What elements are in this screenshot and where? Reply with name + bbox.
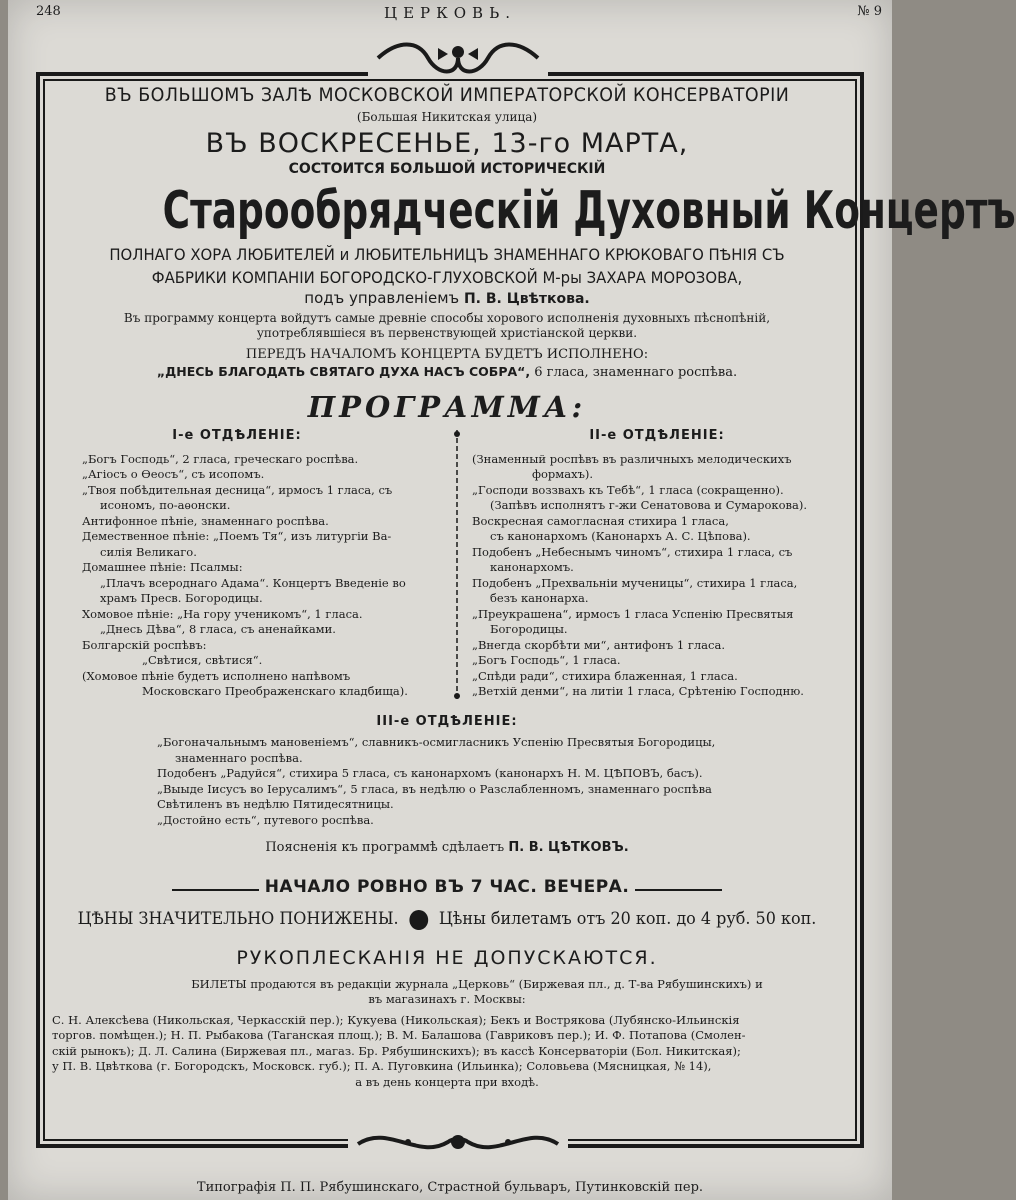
shop-line: а въ день концерта при входѣ. [355, 1074, 539, 1089]
program-item: Богородицы. [490, 622, 568, 636]
tickets-info [52, 977, 842, 1007]
ticket-shops-list [52, 1013, 842, 1091]
concert-title: Старообрядческій Духовный Концертъ [162, 181, 1016, 241]
start-time-wrap [52, 877, 842, 897]
concert-date: ВЪ ВОСКРЕСЕНЬЕ, 13-го МАРТА, [205, 128, 689, 159]
part-2 [472, 428, 842, 700]
program-item: безъ канонарха. [490, 591, 589, 605]
tickets-line-2: въ магазинахъ г. Москвы: [368, 991, 526, 1006]
program-item: „Твоя побѣдительная десница“, ирмосъ 1 гласа, съ [82, 482, 393, 497]
program-item: „Агіосъ о Ѳеосъ“, съ исопомъ. [82, 467, 265, 481]
program-item: съ канонархомъ (Канонархъ А. С. Цѣпова). [490, 529, 751, 543]
program-item: Свѣтиленъ въ недѣлю Пятидесятницы. [157, 797, 394, 811]
program-item: Демественное пѣніе: „Поемъ Тя“, изъ литургіи Ва- [82, 529, 392, 543]
program-item: „Богоначальнымъ мановеніемъ“, славникъ-осмигласникъ Успенію Пресвятыя Богородицы, [157, 735, 716, 749]
program-heading: ПРОГРАММА: [307, 390, 587, 424]
program-item: „Свѣтися, свѣтися“. [142, 653, 263, 667]
opening-hymn-line [52, 364, 842, 380]
program-item: знаменнаго роспѣва. [175, 750, 303, 765]
part-2-list [472, 452, 842, 700]
seal-icon [409, 910, 428, 930]
program-item: канонархомъ. [490, 560, 574, 574]
program-columns [52, 428, 842, 708]
program-item: Хомовое пѣніе: „На гору ученикомъ“, 1 гласа. [82, 606, 363, 621]
program-item: Подобенъ „Прехвальніи мученицы“, стихира 1 гласа, [472, 575, 798, 590]
bottom-ornament-icon [348, 1122, 568, 1162]
program-item: (Знаменный роспѣвъ въ различныхъ мелодическихъ [472, 451, 792, 466]
program-item: „Выыде Іисусъ во Іерусалимъ“, 5 гласа, въ недѣлю о Разслабленномъ, знаменнаго роспѣва [157, 781, 712, 796]
program-item: „Преукрашена“, ирмосъ 1 гласа Успенію Пресвятыя [472, 606, 794, 621]
shop-line: С. Н. Алексѣева (Никольская, Черкасскій пер.); Кукуева (Никольская); Бекъ и Вострякова (Лубянско-Ильинскія [52, 1012, 740, 1027]
no-applause-line: РУКОПЛЕСКАНІЯ НЕ ДОПУСКАЮТСЯ. [236, 946, 658, 969]
program-item: „Ветхій денми“, на литіи 1 гласа, Срѣтенію Господню. [472, 684, 804, 698]
program-item: силія Великаго. [100, 544, 197, 559]
program-item: Подобенъ „Радуйся“, стихира 5 гласа, съ канонархомъ (канонархъ Н. М. ЦѢПОВЪ, басъ). [157, 766, 703, 780]
program-item: формахъ). [532, 467, 594, 481]
program-item: Домашнее пѣніе: Псалмы: [82, 560, 243, 574]
shop-line: торгов. помѣщен.); Н. П. Рыбакова (Таганская площ.); В. М. Балашова (Гавриковъ пер.); И. Ф. Потапова (Смолен- [52, 1028, 746, 1042]
journal-title: ЦЕРКОВЬ. [384, 4, 516, 22]
shop-line: скій рынокъ); Д. Л. Салина (Биржевая пл., магаз. Бр. Рябушинскихъ); въ кассѣ Консерваторіи (Бол. Никитская); [52, 1043, 741, 1058]
part-1 [82, 428, 452, 700]
prices-line [76, 909, 819, 930]
description-line-1: Въ программу концерта войдутъ самые древніе способы хорового исполненія духовныхъ пѣснопѣній, употреблявшіеся [123, 311, 771, 340]
announcement-line: СОСТОИТСЯ БОЛЬШОЙ ИСТОРИЧЕСКІЙ [288, 161, 606, 177]
part-1-heading: I-е ОТДѢЛЕНІЕ: [172, 428, 302, 443]
conductor-prefix: подъ управленіемъ [304, 289, 460, 307]
part-3-list [157, 735, 842, 828]
program-item: Болгарскій роспѣвъ: [82, 637, 207, 652]
concert-advertisement [52, 84, 1016, 1090]
program-item: „Достойно есть“, путевого роспѣва. [157, 812, 374, 827]
program-item: „Господи воззвахъ къ Тебѣ“, 1 гласа (сокращенно). [472, 482, 784, 497]
journal-page [8, 0, 1016, 1200]
choir-line-1: ПОЛНАГО ХОРА ЛЮБИТЕЛЕЙ и ЛЮБИТЕЛЬНИЦЪ ЗНАМЕННАГО КРЮКОВАГО ПѢНІЯ СЪ [109, 245, 785, 264]
issue-number: № 9 [857, 4, 882, 19]
program-item: „Богъ Господь“, 1 гласа. [472, 653, 621, 667]
program-item: Воскресная самогласная стихира 1 гласа, [472, 513, 729, 528]
program-item: (Хомовое пѣніе будетъ исполнено напѣвомъ [82, 668, 351, 683]
prices-reduced: ЦѢНЫ ЗНАЧИТЕЛЬНО ПОНИЖЕНЫ. [77, 909, 399, 929]
opening-hymn-tail: 6 гласа, знаменнаго роспѣва. [534, 365, 738, 380]
part-3-heading: III-е ОТДѢЛЕНІЕ: [376, 714, 518, 729]
program-item: Московскаго Преображенскаго кладбища). [142, 684, 408, 698]
program-item: „Спѣди ради“, стихира блаженная, 1 гласа. [472, 668, 738, 683]
program-item: храмъ Пресв. Богородицы. [100, 591, 263, 605]
program-item: Подобенъ „Небеснымъ чиномъ“, стихира 1 гласа, съ [472, 544, 793, 559]
start-time: НАЧАЛО РОВНО ВЪ 7 ЧАС. ВЕЧЕРА. [259, 877, 636, 897]
program-item: „Богъ Господь“, 2 гласа, греческаго роспѣва. [82, 451, 359, 466]
running-head [8, 4, 892, 28]
choir-line-2: ФАБРИКИ КОМПАНІИ БОГОРОДСКО-ГЛУХОВСКОЙ М-ры ЗАХАРА МОРОЗОВА, [151, 268, 743, 287]
ticket-prices: Цѣны билетамъ отъ 20 коп. до 4 руб. 50 коп. [438, 909, 817, 929]
program-item: „Плачъ всероднаго Адама“. Концертъ Введеніе во [100, 575, 406, 590]
conductor-name: П. В. Цвѣткова. [463, 291, 590, 307]
printer-footer: Типографія П. П. Рябушинскаго, Страстной бульваръ, Путинковскій пер. [196, 1180, 704, 1195]
description-line-2: въ первенствующей христіанской церкви. [369, 326, 638, 340]
program-item: исономъ, по-аѳонски. [100, 498, 231, 512]
column-divider-ornament-icon [450, 430, 464, 700]
explanation-line [52, 840, 842, 855]
program-item: „Днесь Дѣва“, 8 гласа, съ аненайками. [100, 622, 336, 636]
venue-line: ВЪ БОЛЬШОМЪ ЗАЛѢ МОСКОВСКОЙ ИМПЕРАТОРСКОЙ КОНСЕРВАТОРІИ [104, 84, 790, 106]
shop-line: у П. В. Цвѣткова (г. Богородскъ, Московск. губ.); П. А. Пуговкина (Ильинка); Соловьева (Мясницкая, № 14), [52, 1059, 712, 1073]
street-line: (Большая Никитская улица) [356, 110, 538, 124]
explanation-text: Поясненія къ программѣ сдѣлаетъ [265, 840, 505, 855]
before-start-line: ПЕРЕДЪ НАЧАЛОМЪ КОНЦЕРТА БУДЕТЪ ИСПОЛНЕНО: [245, 347, 649, 362]
top-ornament-icon [368, 40, 548, 76]
page-number: 248 [36, 4, 61, 19]
program-description [70, 311, 824, 341]
explainer-name: П. В. ЦѢТКОВЪ. [508, 840, 629, 855]
part-1-list [82, 452, 452, 700]
part-2-heading: II-е ОТДѢЛЕНІЕ: [589, 428, 725, 443]
program-item: (Запѣвъ исполнятъ г-жи Сенатовова и Сумарокова). [490, 498, 807, 512]
conductor-line [52, 289, 842, 307]
start-time-banner [52, 877, 842, 903]
program-item: Антифонное пѣніе, знаменнаго роспѣва. [82, 513, 329, 528]
tickets-line-1: БИЛЕТЫ продаются въ редакціи журнала „Церковь“ (Биржевая пл., д. Т-ва Рябушинскихъ) и [191, 976, 763, 991]
opening-hymn: „ДНЕСЬ БЛАГОДАТЬ СВЯТАГО ДУХА НАСЪ СОБРА“, [156, 364, 531, 379]
program-item: „Внегда скорбѣти ми“, антифонъ 1 гласа. [472, 637, 725, 652]
